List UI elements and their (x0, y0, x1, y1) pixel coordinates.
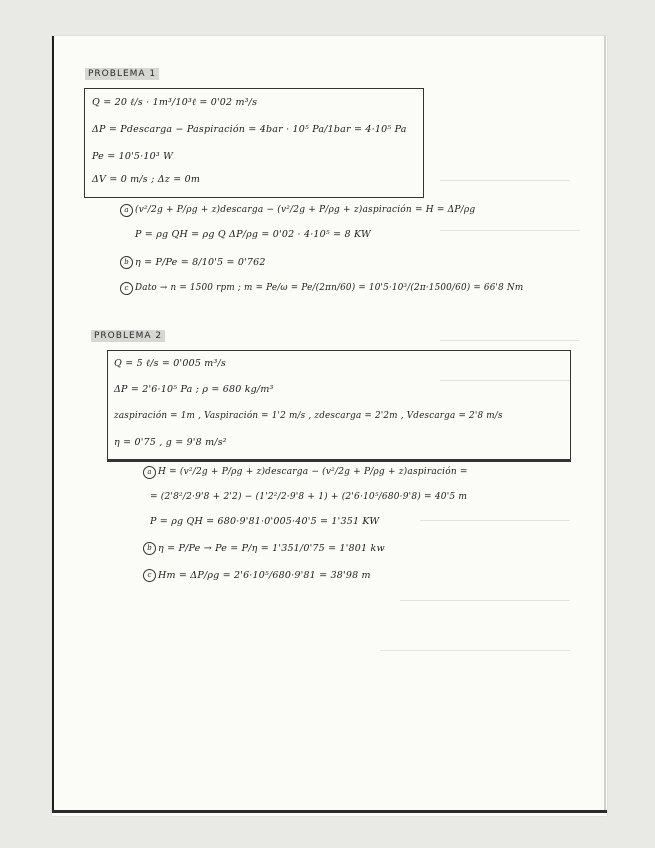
show-through (400, 600, 570, 601)
head-equation: H = (v²/2g + P/ρg + z)descarga − (v²/2g + P/ρg + z)aspiración = (158, 467, 468, 477)
page-edge (604, 36, 606, 811)
given-flow: Q = 5 ℓ/s = 0'005 m³/s (114, 358, 226, 369)
show-through (440, 230, 580, 231)
part-a-marker: a (120, 204, 133, 217)
part-a-marker: a (143, 466, 156, 479)
part-c-marker: c (120, 282, 133, 295)
energy-equation: (v²/2g + P/ρg + z)descarga − (v²/2g + P/ρg + z)aspiración = H = ΔP/ρg (135, 205, 476, 215)
head-substitution: = (2'8²/2·9'8 + 2'2) − (1'2²/2·9'8 + 1) + (2'6·10⁵/680·9'8) = 40'5 m (150, 492, 468, 502)
show-through (420, 520, 570, 521)
problem-2-title: PROBLEMA 2 (91, 330, 165, 342)
power-calculation: P = ρg QH = ρg Q ΔP/ρg = 0'02 · 4·10⁵ = 8 KW (135, 229, 371, 240)
show-through (380, 650, 570, 651)
part-b-marker: b (143, 542, 156, 555)
manometric-head-calculation: Hm = ΔP/ρg = 2'6·10⁵/680·9'81 = 38'98 m (158, 570, 371, 581)
efficiency-calculation: η = P/Pe = 8/10'5 = 0'762 (135, 257, 266, 268)
show-through (440, 180, 570, 181)
part-c-marker: c (143, 569, 156, 582)
page-edge (52, 810, 607, 813)
show-through (440, 340, 580, 341)
power-calculation: P = ρg QH = 680·9'81·0'005·40'5 = 1'351 KW (150, 516, 380, 527)
given-deltas: ΔV = 0 m/s ; Δz = 0m (92, 174, 201, 185)
problem-1-title: PROBLEMA 1 (85, 68, 159, 80)
given-pressure-diff: ΔP = Pdescarga − Paspiración = 4bar · 10⁵ Pa/1bar = 4·10⁵ Pa (92, 124, 407, 135)
given-power: Pe = 10'5·10³ W (92, 151, 174, 162)
part-b-marker: b (120, 256, 133, 269)
page-edge (52, 36, 54, 811)
torque-calculation: Dato → n = 1500 rpm ; m = Pe/ω = Pe/(2πn/60) = 10'5·10³/(2π·1500/60) = 66'8 Nm (135, 283, 524, 293)
given-efficiency-gravity: η = 0'75 , g = 9'8 m/s² (114, 437, 227, 448)
input-power-calculation: η = P/Pe → Pe = P/η = 1'351/0'75 = 1'801 kw (158, 543, 385, 554)
given-heights-velocities: zaspiración = 1m , Vaspiración = 1'2 m/s , zdescarga = 2'2m , Vdescarga = 2'8 m/s (114, 411, 503, 421)
given-flow: Q = 20 ℓ/s · 1m³/10³ℓ = 0'02 m³/s (92, 97, 258, 108)
given-pressure-density: ΔP = 2'6·10⁵ Pa ; ρ = 680 kg/m³ (114, 384, 274, 395)
